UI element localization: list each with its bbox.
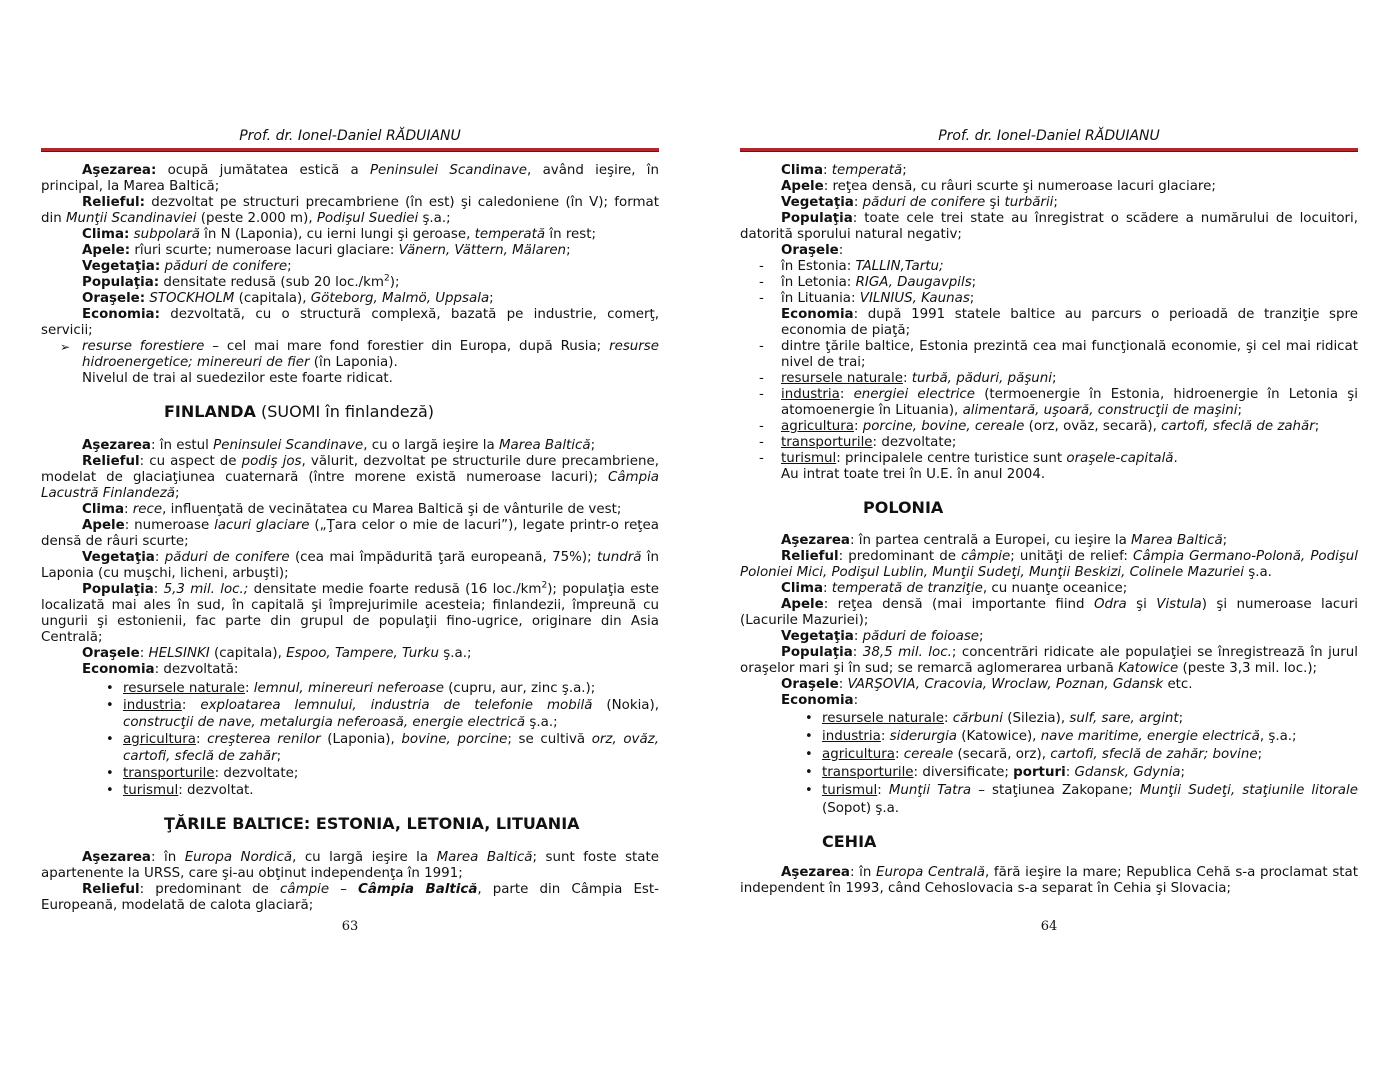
- list-item: • transporturile: dezvoltate;: [41, 765, 659, 782]
- resources-list: [41, 339, 659, 371]
- para-populatia: Populaţia: 5,3 mil. loc.; densitate medie foarte redusă (16 $loc./km^2$); populaţia este localizată mai ales în sud, în capitală şi împrejurimile acesteia; finlandezii, împreună cu ungurii şi estonienii, fac parte din grupul de populaţii fino-ugrice, originare din Asia Centrală;: [41, 580, 660, 645]
- para-clima: Clima: rece, influenţată de vecinătatea cu Marea Baltică şi de vânturile de vest;: [82, 502, 622, 517]
- para-populatia: Populaţia: toate cele trei state au înregistrat o scădere a numărului de locuitori, datorită sporului natural negativ;: [740, 211, 1358, 242]
- list-item: ➢ resurse forestiere – cel mai mare fond forestier din Europa, după Rusia; resurse hidroenergetice; minereuri de fier (în Laponia).: [41, 339, 659, 371]
- para-apele: Apele: reţea densă, cu râuri scurte şi numeroase lacuri glaciare;: [781, 179, 1216, 194]
- heading-polonia: POLONIA: [863, 498, 944, 517]
- para-ue: Au intrat toate trei în U.E. în anul 2004.: [781, 467, 1046, 482]
- list-item: • transporturile: diversificate; porturi: Gdansk, Gdynia;: [740, 764, 1358, 782]
- para-vegetatia: Vegetaţia: păduri de foioase;: [781, 629, 984, 644]
- heading-tarile-baltice: ŢĂRILE BALTICE: ESTONIA, LETONIA, LITUANIA: [164, 814, 580, 833]
- para-relieful: Relieful: predominant de câmpie – Câmpia Baltică, parte din Câmpia Est-Europeană, modelată de calota glaciară;: [41, 882, 659, 913]
- list-item: - resursele naturale: turbă, păduri, păşuni;: [740, 371, 1358, 387]
- list-item: - turismul: principalele centre turistice sunt oraşele-capitală.: [740, 451, 1358, 467]
- list-item: • industria: siderurgia (Katowice), nave maritime, energie electrică, ş.a.;: [740, 728, 1358, 746]
- list-item: - în Estonia: TALLIN,Tartu;: [740, 259, 1358, 275]
- para-orasele: Oraşele:: [781, 243, 844, 258]
- para-relieful: Relieful: predominant de câmpie; unităţi de relief: Câmpia Germano-Polonă, Podişul Poloniei Mici, Podişul Lublin, Munţii Sudeţi, Munţii Beskizi, Colinele Mazuriei ş.a.: [740, 549, 1359, 580]
- para-populatia: Populaţia: densitate redusă (sub 20 $loc./km^2$);: [82, 273, 400, 290]
- list-item: • resursele naturale: cărbuni (Silezia), sulf, sare, argint;: [740, 710, 1358, 728]
- page-body: [740, 163, 1358, 897]
- list-item: • resursele naturale: lemnul, minereuri neferoase (cupru, aur, zinc ş.a.);: [41, 680, 659, 697]
- para-economia: Economia: dezvoltată:: [82, 662, 239, 677]
- page-number: 63: [341, 919, 359, 934]
- page-body: [41, 163, 659, 914]
- para-apele: Apele: rîuri scurte; numeroase lacuri glaciare: Vänern, Vättern, Mälaren;: [82, 243, 571, 258]
- para-clima: Clima: temperată;: [781, 163, 907, 178]
- para-vegetatia: Vegetaţia: păduri de conifere şi turbării;: [781, 195, 1058, 210]
- para-economia: Economia: după 1991 statele baltice au parcurs o perioadă de tranziţie spre economia de piaţă;: [781, 307, 1358, 338]
- para-vegetatia: Vegetaţia: păduri de conifere (cea mai împădurită ţară europeană, 75%); tundră în Laponia (cu muşchi, licheni, arbuşti);: [41, 550, 659, 581]
- list-item: • agricultura: cereale (secară, orz), cartofi, sfeclă de zahăr; bovine;: [740, 746, 1358, 764]
- heading-cehia: CEHIA: [822, 832, 877, 851]
- list-item: • turismul: dezvoltat.: [41, 782, 659, 799]
- cities-list: [740, 259, 1358, 307]
- economy-list: [740, 339, 1358, 467]
- para-clima: Clima: subpolară în N (Laponia), cu ierni lungi şi geroase, temperată în rest;: [82, 227, 597, 242]
- para-orasele: Oraşele: HELSINKI (capitala), Espoo, Tampere, Turku ş.a.;: [82, 646, 472, 661]
- list-item: - dintre ţările baltice, Estonia prezintă cea mai funcţională economie, şi cel mai ridicat nivel de trai;: [740, 339, 1358, 371]
- para-economia: Economia: dezvoltată, cu o structură complexă, bazată pe industrie, comerţ, servicii;: [41, 307, 659, 338]
- list-item: • turismul: Munţii Tatra – staţiunea Zakopane; Munţii Sudeţi, staţiunile litorale (Sopot) ş.a.: [740, 782, 1358, 818]
- para-asezarea: Aşezarea: în Europa Centrală, fără ieşire la mare; Republica Cehă s-a proclamat stat independent în 1993, când Cehoslovacia s-a separat în Cehia şi Slovacia;: [740, 865, 1358, 896]
- running-head: Prof. dr. Ionel-Daniel RĂDUIANU: [239, 128, 461, 144]
- list-item: - industria: energiei electrice (termoenergie în Estonia, hidroenergie în Letonia şi atomoenergie în Lituania), alimentară, uşoară, construcţii de maşini;: [740, 387, 1358, 419]
- para-nivel-de-trai: Nivelul de trai al suedezilor este foarte ridicat.: [82, 371, 393, 386]
- list-item: • agricultura: creşterea renilor (Laponia), bovine, porcine; se cultivă orz, ovăz, cartofi, sfeclă de zahăr;: [41, 731, 659, 765]
- page-63: [41, 0, 659, 1080]
- list-item: • industria: exploatarea lemnului, industria de telefonie mobilă (Nokia), construcţii de nave, metalurgia neferoasă, energie electrică ş.a.;: [41, 697, 659, 731]
- list-item: - transporturile: dezvoltate;: [740, 435, 1358, 451]
- para-apele: Apele: numeroase lacuri glaciare („Ţara celor o mie de lacuri”), legate printr-o reţea densă de râuri scurte;: [41, 518, 660, 549]
- list-item: - în Lituania: VILNIUS, Kaunas;: [740, 291, 1358, 307]
- header-rule: [740, 148, 1358, 152]
- list-item: - agricultura: porcine, bovine, cereale (orz, ovăz, secară), cartofi, sfeclă de zahăr;: [740, 419, 1358, 435]
- para-asezarea: Aşezarea: în Europa Nordică, cu largă ieşire la Marea Baltică; sunt foste state apartenente la URSS, care şi-au obţinut independenţa în 1991;: [41, 850, 659, 881]
- para-relieful: Relieful: dezvoltat pe structuri precambriene (în est) şi caledoniene (în V); format din Munţii Scandinaviei (peste 2.000 m), Podişul Suediei ş.a.;: [41, 195, 659, 226]
- page-number: 64: [1040, 919, 1058, 934]
- para-asezarea: Aşezarea: ocupă jumătatea estică a Peninsulei Scandinave, având ieşire, în principal, la Marea Baltică;: [41, 163, 659, 194]
- economy-list: [41, 680, 659, 799]
- para-asezarea: Aşezarea: în partea centrală a Europei, cu ieşire la Marea Baltică;: [781, 533, 1228, 548]
- para-populatia: Populaţia: 38,5 mil. loc.; concentrări ridicate ale populaţiei se înregistrează în jurul oraşelor mari şi în sud; se remarcă aglomerarea urbană Katowice (peste 3,3 mil. loc.);: [740, 645, 1358, 676]
- para-orasele: Oraşele: VARŞOVIA, Cracovia, Wroclaw, Poznan, Gdansk etc.: [781, 677, 1193, 692]
- para-relieful: Relieful: cu aspect de podiş jos, vălurit, dezvoltat pe structurile dure precambriene, modelat de glaciaţiunea cuaternară (între morene există numeroase lacuri); Câmpia Lacustră Finlandeză;: [41, 454, 659, 501]
- page-64: [740, 0, 1358, 1080]
- para-vegetatia: Vegetaţia: păduri de conifere;: [82, 259, 292, 274]
- para-asezarea: Aşezarea: în estul Peninsulei Scandinave, cu o largă ieşire la Marea Baltică;: [82, 438, 596, 453]
- running-head: Prof. dr. Ionel-Daniel RĂDUIANU: [938, 128, 1160, 144]
- para-apele: Apele: reţea densă (mai importante fiind Odra şi Vistula) şi numeroase lacuri (Lacurile Mazuriei);: [740, 597, 1358, 628]
- para-economia: Economia:: [781, 693, 859, 708]
- header-rule: [41, 148, 659, 152]
- list-item: - în Letonia: RIGA, Daugavpils;: [740, 275, 1358, 291]
- heading-finlanda: FINLANDA (SUOMI în finlandeză): [164, 402, 435, 421]
- economy-list: [740, 710, 1358, 818]
- para-clima: Clima: temperată de tranziţie, cu nuanţe oceanice;: [781, 581, 1128, 596]
- para-orasele: Oraşele: STOCKHOLM (capitala), Göteborg, Malmö, Uppsala;: [82, 291, 494, 306]
